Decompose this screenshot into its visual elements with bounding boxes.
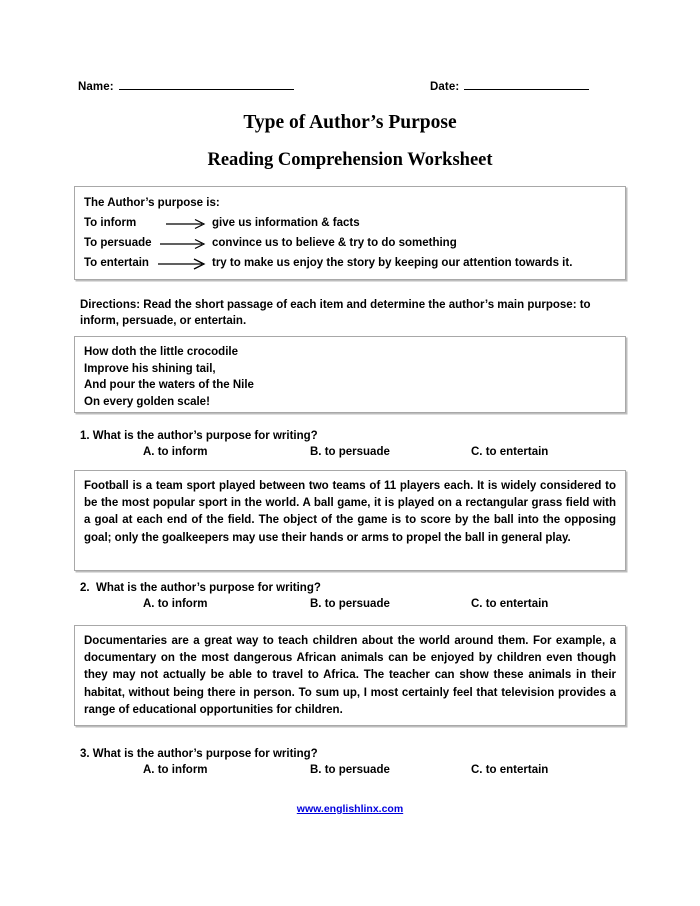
passage-box-documentary — [74, 625, 626, 726]
definition-term: To inform — [84, 217, 137, 229]
question-1 — [80, 428, 620, 464]
name-field[interactable] — [78, 78, 294, 93]
choice-a[interactable]: A. to inform — [143, 764, 208, 776]
poem-line: And pour the waters of the Nile — [84, 379, 254, 391]
definition-term: To persuade — [84, 237, 152, 249]
choice-b[interactable]: B. to persuade — [310, 764, 390, 776]
definition-description: try to make us enjoy the story by keeping our attention towards it. — [212, 257, 573, 269]
definition-row-entertain — [84, 253, 616, 273]
question-choices — [80, 764, 620, 782]
choice-c[interactable]: C. to entertain — [471, 598, 549, 610]
passage-text: Documentaries are a great way to teach children about the world around them. For example, a documentary on the most dangerous African animals can be enjoyed by children even though they may not actually be able to travel to Africa. The teacher can show these animals in their habitat, without being there in person. To sum up, I most certainly feel that television provides a range of educational opportunities for children. — [84, 635, 616, 716]
choice-a[interactable]: A. to inform — [143, 598, 208, 610]
header-fields — [78, 78, 598, 96]
choice-b[interactable]: B. to persuade — [310, 598, 390, 610]
date-write-line[interactable] — [464, 78, 589, 90]
definition-row-inform — [84, 213, 616, 233]
choice-b[interactable]: B. to persuade — [310, 446, 390, 458]
author-purpose-definition-box — [74, 186, 626, 280]
definition-term: To entertain — [84, 257, 149, 269]
passage-text: Football is a team sport played between two teams of 11 players each. It is widely considered to be the most popular sport in the world. A ball game, it is played on a rectangular grass field with a goal at each end of the field. The object of the game is to score by the ball into the opposing goal; only the goalkeepers may use their hands or arms to propel the ball in general play. — [84, 480, 616, 544]
poem-line: Improve his shining tail, — [84, 362, 216, 375]
definition-description: convince us to believe & try to do something — [212, 237, 457, 249]
poem-line: How doth the little crocodile — [84, 346, 238, 358]
question-prompt: 1. What is the author’s purpose for writing? — [80, 430, 318, 442]
directions-text: Directions: Read the short passage of each item and determine the author’s main purpose: to inform, persuade, or entertain. — [80, 299, 591, 327]
definition-row-persuade — [84, 233, 616, 253]
question-3 — [80, 746, 620, 782]
passage-box-poem — [74, 336, 626, 413]
name-write-line[interactable] — [119, 78, 294, 90]
question-prompt: 3. What is the author’s purpose for writing? — [80, 748, 318, 760]
definition-heading: The Author’s purpose is: — [84, 197, 220, 209]
right-arrow-icon — [160, 238, 206, 249]
choice-c[interactable]: C. to entertain — [471, 764, 549, 776]
right-arrow-icon — [166, 218, 206, 229]
poem-line: On every golden scale! — [84, 395, 210, 408]
name-label: Name: — [78, 81, 114, 93]
question-prompt: 2. What is the author’s purpose for writing? — [80, 582, 321, 594]
date-field[interactable] — [430, 78, 589, 93]
right-arrow-icon — [158, 258, 206, 269]
question-choices — [80, 446, 620, 464]
choice-c[interactable]: C. to entertain — [471, 446, 549, 458]
question-2 — [80, 580, 620, 616]
choice-a[interactable]: A. to inform — [143, 446, 208, 458]
question-choices — [80, 598, 620, 616]
definition-description: give us information & facts — [212, 217, 360, 229]
page-title: Type of Author’s Purpose — [243, 112, 457, 133]
footer-website-link[interactable]: www.englishlinx.com — [296, 803, 404, 815]
passage-box-football — [74, 470, 626, 571]
date-label: Date: — [430, 81, 460, 93]
page-subtitle: Reading Comprehension Worksheet — [207, 150, 493, 170]
